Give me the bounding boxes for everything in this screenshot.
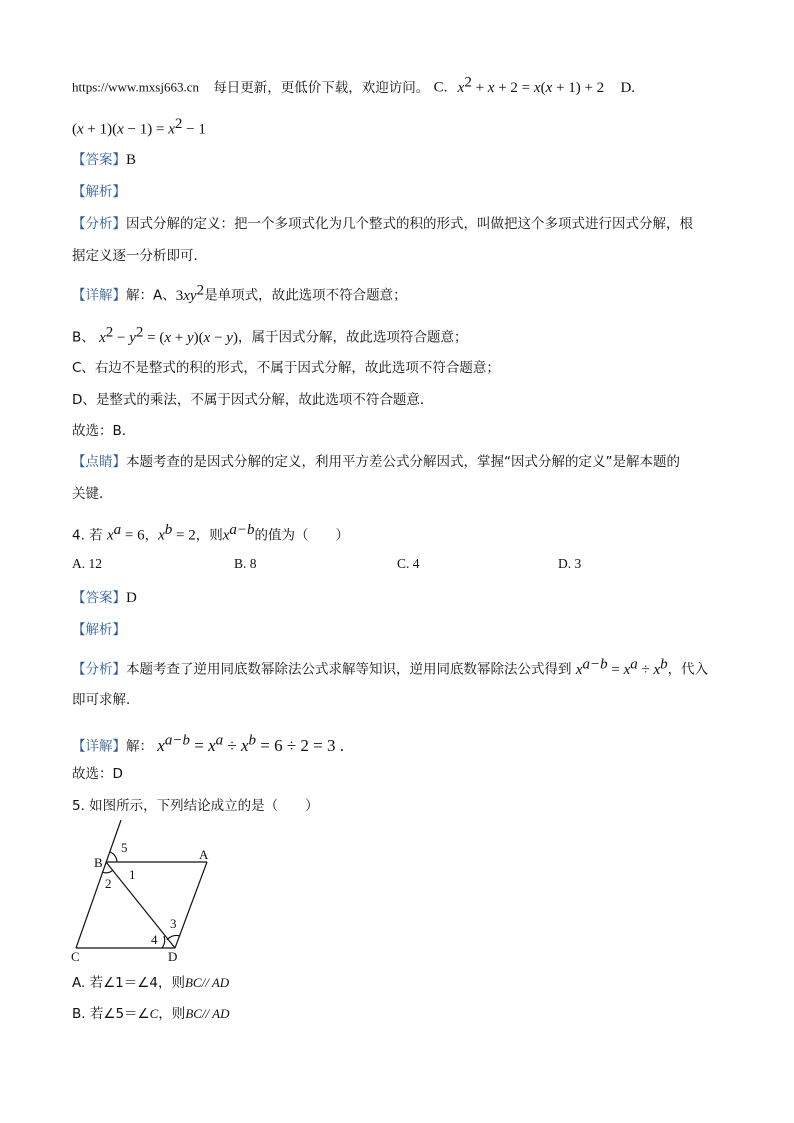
q4-choose: 故选：D — [72, 766, 123, 782]
fenxi-text: 因式分解的定义：把一个多项式化为几个整式的积的形式，叫做把这个多项式进行因式分解，根 — [126, 216, 693, 232]
header-line — [72, 72, 635, 98]
formula-power-division: $x^{a-b} = x^a \div x^b$ — [575, 656, 668, 678]
answer-value: B — [126, 152, 137, 168]
formula-diff-squares: $x^2 - y^2 = (x + y)(x - y)$ — [99, 324, 238, 346]
option-d-label: D. — [620, 79, 636, 96]
answer-value: D — [126, 590, 137, 606]
label-angle-5: 5 — [121, 840, 128, 855]
q5-option-b-math: BC// AD — [185, 1006, 230, 1021]
q3-line-c: C、右边不是整式的积的形式，不属于因式分解，故此选项不符合题意； — [72, 360, 500, 376]
q4-fenxi — [72, 654, 708, 680]
dianjing-text: 本题考查的是因式分解的定义，利用平方差公式分解因式，掌握“因式分解的定义”是解本题的 — [126, 454, 680, 470]
fenxi-tag: 【分析】 — [72, 216, 126, 232]
q3-choose: 故选：B． — [72, 423, 136, 439]
header-notice: 每日更新，更低价下载，欢迎访问。 — [213, 79, 430, 96]
segment-cb-extended — [76, 820, 121, 948]
q4-sep: ， — [144, 527, 159, 544]
option-c-formula: $x^2 + x + 2 = x(x + 1) + 2$ — [457, 74, 605, 96]
q4-stem-pre: 4. 若 — [72, 527, 103, 544]
analysis-tag: 【解析】 — [72, 622, 126, 638]
q4-stem: 4. 若 $x^a = 6$，$x^b = 2$，则$x^{a-b}$的值为（ ） — [72, 522, 350, 544]
b-post: ，属于因式分解，故此选项符合题意； — [237, 329, 468, 346]
q5-option-a[interactable] — [72, 973, 229, 993]
q3-fenxi — [72, 214, 693, 234]
q4-analysis-tag — [72, 620, 126, 640]
label-d: D — [168, 949, 178, 964]
segment-bd — [106, 862, 175, 948]
answer-tag: 【答案】 — [72, 590, 126, 606]
q5-option-b-text: B. 若∠5＝∠ — [72, 1006, 150, 1022]
q5-option-b-mid: ，则 — [158, 1006, 186, 1022]
b-pre: B、 — [72, 329, 95, 346]
q4-stem-post: 的值为（ ） — [254, 527, 350, 544]
label-angle-1: 1 — [129, 867, 136, 882]
label-b: B — [94, 855, 103, 870]
q4-option-b[interactable]: B. 8 — [234, 556, 257, 571]
fenxi-post: ，代入 — [667, 661, 709, 678]
q5-stem: 5. 如图所示，下列结论成立的是（ ） — [72, 798, 319, 814]
fenxi-text: 本题考查了逆用同底数幂除法公式求解等知识，逆用同底数幂除法公式得到 — [126, 661, 572, 678]
q3-line-b — [72, 322, 467, 348]
q3-dianjing — [72, 452, 680, 472]
xiangjie-a-post: 是单项式，故此选项不符合题意； — [204, 287, 407, 304]
q4-fenxi-2: 即可求解． — [72, 692, 140, 708]
label-c: C — [71, 949, 80, 964]
xiangjie-tag: 【详解】 — [72, 287, 126, 304]
q3-fenxi-2: 据定义逐一分析即可． — [72, 248, 207, 264]
xiangjie-tag: 【详解】 — [72, 738, 126, 755]
label-angle-2: 2 — [105, 876, 112, 891]
q5-option-a-math: BC// AD — [184, 975, 230, 990]
site-url: https://www.mxsj663.cn — [72, 79, 199, 95]
xiangjie-a-pre: 解：A、 — [126, 287, 176, 304]
q4-answer — [72, 588, 137, 608]
q4-option-a[interactable]: A. 12 — [72, 556, 102, 571]
q4-then: ，则 — [195, 527, 223, 544]
segment-ad — [175, 862, 207, 948]
analysis-tag: 【解析】 — [72, 184, 126, 200]
formula-3xy2: $3xy^2$ — [175, 282, 205, 304]
q5-option-b-c: C — [149, 1006, 159, 1021]
q3-line-d: D、是整式的乘法，不属于因式分解，故此选项不符合题意． — [72, 392, 434, 408]
q5-option-a-text: A. 若∠1＝∠4，则 — [72, 975, 185, 991]
arc-angle-4 — [162, 936, 165, 948]
answer-tag: 【答案】 — [72, 152, 126, 168]
q4-option-c[interactable]: C. 4 — [397, 556, 420, 571]
dianjing-tag: 【点睛】 — [72, 454, 126, 470]
option-c-label: C. — [433, 79, 448, 96]
fenxi-tag: 【分析】 — [72, 661, 126, 678]
label-angle-4: 4 — [151, 932, 158, 947]
arc-angle-5 — [110, 852, 117, 862]
option-d-formula: $(x + 1)(x - 1) = x^2 - 1$ — [72, 116, 206, 138]
q3-dianjing-2: 关键． — [72, 486, 113, 502]
geometry-figure — [66, 816, 226, 966]
label-a: A — [199, 847, 209, 862]
xiangjie-pre: 解： — [126, 738, 153, 755]
q5-option-b[interactable] — [72, 1004, 230, 1024]
q4-xiangjie — [72, 730, 344, 757]
q4-option-d[interactable]: D. 3 — [558, 556, 582, 571]
formula-solution: $x^{a-b} = x^a \div x^b = 6 \div 2 = 3$ . — [157, 732, 345, 755]
q3-xiangjie-a — [72, 280, 407, 306]
label-angle-3: 3 — [170, 916, 177, 931]
q3-analysis-tag — [72, 182, 126, 202]
q3-answer — [72, 150, 136, 170]
